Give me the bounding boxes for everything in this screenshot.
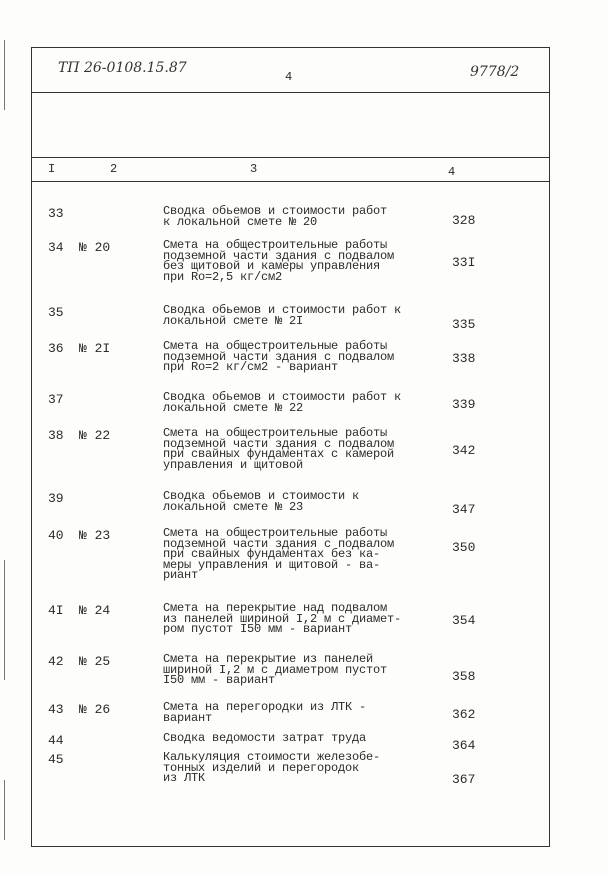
description-line: при Ro=2,5 кг/см2 xyxy=(163,269,283,284)
smeta-number: № 26 xyxy=(79,702,111,717)
row-number: 36 xyxy=(48,341,64,356)
row-description xyxy=(163,702,433,723)
description-line: тонных изделий и перегородок xyxy=(163,760,360,775)
description-line: подземной части здания с подвалом xyxy=(163,436,395,451)
smeta-number: № 2I xyxy=(79,341,111,356)
col-header-3: 3 xyxy=(250,162,258,176)
row-description xyxy=(163,654,433,686)
row-number: 39 xyxy=(48,491,64,506)
description-line: риант xyxy=(163,568,199,582)
header-divider xyxy=(31,92,550,93)
row-number: 4I xyxy=(48,603,64,618)
description-line: из панелей шириной I,2 м с диамет- xyxy=(163,611,402,626)
page-ref: 358 xyxy=(452,669,476,684)
row-description xyxy=(163,603,433,635)
col-header-1: I xyxy=(48,162,56,176)
page-ref: 367 xyxy=(452,772,476,787)
row-number: 44 xyxy=(48,733,64,748)
smeta-number: № 24 xyxy=(79,603,111,618)
description-line: Сводка обьемов и стоимости работ к xyxy=(163,303,402,317)
row-number: 43 xyxy=(48,702,64,717)
page-ref: 350 xyxy=(452,540,476,555)
description-line: Сводка обьемов и стоимости к xyxy=(163,489,360,503)
row-description xyxy=(163,240,433,282)
description-line: Смета на общестроительные работы xyxy=(163,426,388,440)
description-line: подземной части здания с подвалом xyxy=(163,248,395,263)
page-number: 4 xyxy=(285,70,293,84)
smeta-number: № 22 xyxy=(79,428,111,443)
row-description xyxy=(163,528,433,581)
row-description xyxy=(163,392,433,413)
row-number: 45 xyxy=(48,752,64,767)
row-description xyxy=(163,341,433,373)
page-ref: 33I xyxy=(452,255,476,270)
description-line: без щитовой и камеры управления xyxy=(163,259,381,273)
row-number: 33 xyxy=(48,206,64,221)
smeta-number: № 23 xyxy=(79,528,111,543)
column-header-top-line xyxy=(31,157,550,158)
col-header-2: 2 xyxy=(110,162,118,176)
row-description xyxy=(163,752,433,784)
description-line: ром пустот I50 мм - вариант xyxy=(163,622,353,636)
description-line: Сводка обьемов и стоимости работ к xyxy=(163,390,402,404)
page-ref: 328 xyxy=(452,213,476,228)
smeta-number: № 25 xyxy=(79,654,111,669)
binding-mark xyxy=(4,40,5,110)
page-ref: 364 xyxy=(452,738,476,753)
row-description xyxy=(163,733,433,744)
binding-mark xyxy=(4,560,5,680)
row-description xyxy=(163,491,433,512)
page-ref: 338 xyxy=(452,351,476,366)
description-line: Смета на перекрытие из панелей xyxy=(163,652,374,666)
page-ref: 339 xyxy=(452,397,476,412)
binding-mark xyxy=(4,780,5,840)
row-number: 35 xyxy=(48,305,64,320)
description-line: Смета на перекрытие над подвалом xyxy=(163,601,388,615)
description-line: локальной смете № 23 xyxy=(163,499,304,514)
archive-number: 9778/2 xyxy=(470,64,520,80)
page-ref: 354 xyxy=(452,613,476,628)
col-header-4: 4 xyxy=(448,165,456,179)
description-line: при Ro=2 кг/см2 - вариант xyxy=(163,360,339,374)
description-line: Смета на общестроительные работы xyxy=(163,339,388,353)
description-line: Смета на общестроительные работы xyxy=(163,238,388,252)
row-description xyxy=(163,428,433,470)
description-line: локальной смете № 2I xyxy=(163,313,304,328)
description-line: управления и щитовой xyxy=(163,457,304,472)
description-line: Смета на перегородки из ЛТК - xyxy=(163,700,367,714)
description-line: при свайных фундаментах без ка- xyxy=(163,547,381,561)
page-ref: 342 xyxy=(452,443,476,458)
description-line: I50 мм - вариант xyxy=(163,673,276,687)
description-line: к локальной смете № 20 xyxy=(163,214,318,229)
row-description xyxy=(163,305,433,326)
description-line: шириной I,2 м с диаметром пустот xyxy=(163,662,388,677)
row-description xyxy=(163,206,433,227)
description-line: Сводка ведомости затрат труда xyxy=(163,731,367,745)
page-ref: 347 xyxy=(452,502,476,517)
description-line: подземной части здания с подвалом xyxy=(163,536,395,551)
row-number: 40 xyxy=(48,528,64,543)
description-line: из ЛТК xyxy=(163,771,206,785)
row-number: 38 xyxy=(48,428,64,443)
description-line: локальной смете № 22 xyxy=(163,400,304,415)
description-line: Сводка обьемов и стоимости работ xyxy=(163,204,388,218)
row-number: 37 xyxy=(48,392,64,407)
description-line: при свайных фундаментах с камерой xyxy=(163,447,395,461)
description-line: Калькуляция стоимости железобе- xyxy=(163,750,381,764)
doc-code: ТП 26-0108.15.87 xyxy=(58,60,187,76)
description-line: вариант xyxy=(163,710,213,725)
page-ref: 362 xyxy=(452,707,476,722)
description-line: Смета на общестроительные работы xyxy=(163,526,388,540)
smeta-number: № 20 xyxy=(79,240,111,255)
page-ref: 335 xyxy=(452,317,476,332)
row-number: 42 xyxy=(48,654,64,669)
row-number: 34 xyxy=(48,240,64,255)
description-line: меры управления и щитовой - ва- xyxy=(163,557,381,572)
description-line: подземной части здания с подвалом xyxy=(163,349,395,364)
column-header-bottom-line xyxy=(31,181,550,182)
